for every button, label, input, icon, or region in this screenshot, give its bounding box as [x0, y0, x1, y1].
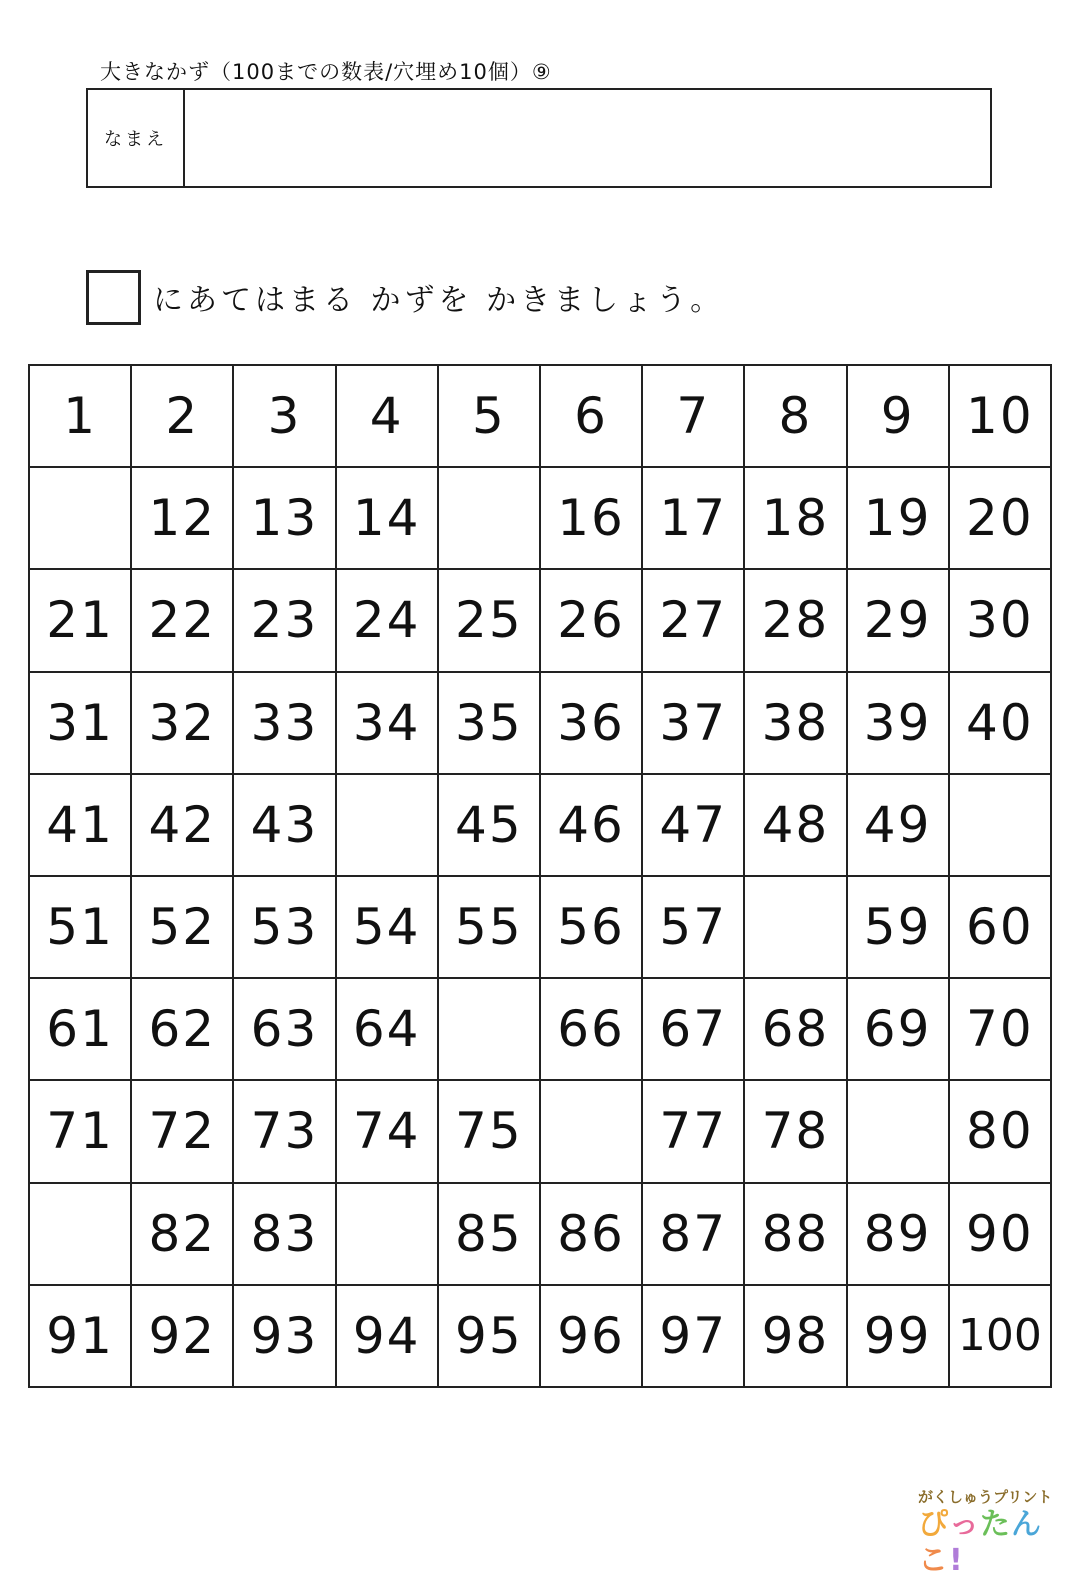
number-cell: 57 — [642, 876, 744, 978]
number-cell: 52 — [131, 876, 233, 978]
blank-cell[interactable] — [336, 774, 438, 876]
number-cell: 14 — [336, 467, 438, 569]
blank-cell[interactable] — [847, 1080, 949, 1182]
blank-cell[interactable] — [336, 1183, 438, 1285]
number-cell: 31 — [29, 672, 131, 774]
number-cell: 21 — [29, 569, 131, 671]
number-cell: 18 — [744, 467, 846, 569]
grid-row — [29, 978, 1051, 1080]
number-cell: 8 — [744, 365, 846, 467]
number-cell: 43 — [233, 774, 335, 876]
blank-cell[interactable] — [438, 978, 540, 1080]
number-cell: 9 — [847, 365, 949, 467]
number-cell: 10 — [949, 365, 1051, 467]
number-cell: 46 — [540, 774, 642, 876]
number-cell: 22 — [131, 569, 233, 671]
number-cell: 33 — [233, 672, 335, 774]
number-cell: 35 — [438, 672, 540, 774]
number-cell: 47 — [642, 774, 744, 876]
number-cell: 49 — [847, 774, 949, 876]
blank-cell[interactable] — [438, 467, 540, 569]
number-cell: 5 — [438, 365, 540, 467]
number-cell: 17 — [642, 467, 744, 569]
number-cell: 6 — [540, 365, 642, 467]
number-cell: 78 — [744, 1080, 846, 1182]
grid-row — [29, 569, 1051, 671]
number-cell: 99 — [847, 1285, 949, 1387]
number-cell: 23 — [233, 569, 335, 671]
grid-row — [29, 1183, 1051, 1285]
number-cell: 13 — [233, 467, 335, 569]
number-cell: 12 — [131, 467, 233, 569]
grid-row — [29, 774, 1051, 876]
number-cell: 62 — [131, 978, 233, 1080]
number-cell: 42 — [131, 774, 233, 876]
number-cell: 82 — [131, 1183, 233, 1285]
number-cell: 85 — [438, 1183, 540, 1285]
number-cell: 72 — [131, 1080, 233, 1182]
name-label: なまえ — [88, 90, 185, 186]
number-cell: 41 — [29, 774, 131, 876]
number-cell: 4 — [336, 365, 438, 467]
worksheet-title: 大きなかず（100までの数表/穴埋め10個）⑨ — [100, 60, 552, 84]
brand-logo — [918, 1486, 1058, 1578]
grid-row — [29, 1285, 1051, 1387]
number-cell: 68 — [744, 978, 846, 1080]
number-cell: 60 — [949, 876, 1051, 978]
number-cell: 25 — [438, 569, 540, 671]
number-cell: 51 — [29, 876, 131, 978]
number-cell: 63 — [233, 978, 335, 1080]
number-cell: 98 — [744, 1285, 846, 1387]
number-cell: 61 — [29, 978, 131, 1080]
blank-cell[interactable] — [949, 774, 1051, 876]
grid-row — [29, 365, 1051, 467]
number-cell: 71 — [29, 1080, 131, 1182]
number-cell: 90 — [949, 1183, 1051, 1285]
number-cell: 73 — [233, 1080, 335, 1182]
number-cell: 19 — [847, 467, 949, 569]
number-cell: 64 — [336, 978, 438, 1080]
number-cell: 3 — [233, 365, 335, 467]
logo-subtitle: がくしゅうプリント — [918, 1488, 1053, 1506]
number-cell: 54 — [336, 876, 438, 978]
logo-title — [918, 1507, 1058, 1579]
number-cell: 20 — [949, 467, 1051, 569]
number-cell: 29 — [847, 569, 949, 671]
number-grid — [28, 364, 1052, 1388]
number-cell: 70 — [949, 978, 1051, 1080]
logo-title-text: ぴったんこ! — [918, 1507, 1042, 1578]
number-cell: 34 — [336, 672, 438, 774]
number-cell: 24 — [336, 569, 438, 671]
grid-row — [29, 1080, 1051, 1182]
number-cell: 37 — [642, 672, 744, 774]
number-cell: 69 — [847, 978, 949, 1080]
answer-box-example — [86, 270, 141, 325]
number-cell: 38 — [744, 672, 846, 774]
number-cell: 93 — [233, 1285, 335, 1387]
number-cell: 59 — [847, 876, 949, 978]
number-cell: 40 — [949, 672, 1051, 774]
number-cell: 1 — [29, 365, 131, 467]
blank-cell[interactable] — [540, 1080, 642, 1182]
number-cell: 39 — [847, 672, 949, 774]
number-cell: 74 — [336, 1080, 438, 1182]
grid-row — [29, 672, 1051, 774]
number-cell: 55 — [438, 876, 540, 978]
number-cell: 80 — [949, 1080, 1051, 1182]
number-cell: 27 — [642, 569, 744, 671]
number-cell: 86 — [540, 1183, 642, 1285]
number-cell: 48 — [744, 774, 846, 876]
number-cell: 53 — [233, 876, 335, 978]
grid-row — [29, 467, 1051, 569]
number-cell: 45 — [438, 774, 540, 876]
number-cell: 100 — [949, 1285, 1051, 1387]
number-cell: 66 — [540, 978, 642, 1080]
number-cell: 75 — [438, 1080, 540, 1182]
number-cell: 83 — [233, 1183, 335, 1285]
name-field[interactable] — [185, 90, 990, 186]
grid-row — [29, 876, 1051, 978]
number-cell: 92 — [131, 1285, 233, 1387]
number-cell: 67 — [642, 978, 744, 1080]
blank-cell[interactable] — [744, 876, 846, 978]
number-cell: 96 — [540, 1285, 642, 1387]
number-cell: 97 — [642, 1285, 744, 1387]
name-box — [86, 88, 992, 188]
number-cell: 7 — [642, 365, 744, 467]
blank-cell[interactable] — [29, 467, 131, 569]
number-cell: 87 — [642, 1183, 744, 1285]
number-cell: 94 — [336, 1285, 438, 1387]
number-cell: 16 — [540, 467, 642, 569]
number-cell: 56 — [540, 876, 642, 978]
instruction-text: にあてはまる かずを かきましょう。 — [153, 283, 725, 318]
number-cell: 88 — [744, 1183, 846, 1285]
number-cell: 36 — [540, 672, 642, 774]
number-cell: 77 — [642, 1080, 744, 1182]
number-cell: 91 — [29, 1285, 131, 1387]
number-cell: 32 — [131, 672, 233, 774]
blank-cell[interactable] — [29, 1183, 131, 1285]
instruction — [86, 268, 724, 326]
number-cell: 89 — [847, 1183, 949, 1285]
number-cell: 26 — [540, 569, 642, 671]
number-cell: 95 — [438, 1285, 540, 1387]
number-cell: 2 — [131, 365, 233, 467]
number-cell: 30 — [949, 569, 1051, 671]
number-cell: 28 — [744, 569, 846, 671]
